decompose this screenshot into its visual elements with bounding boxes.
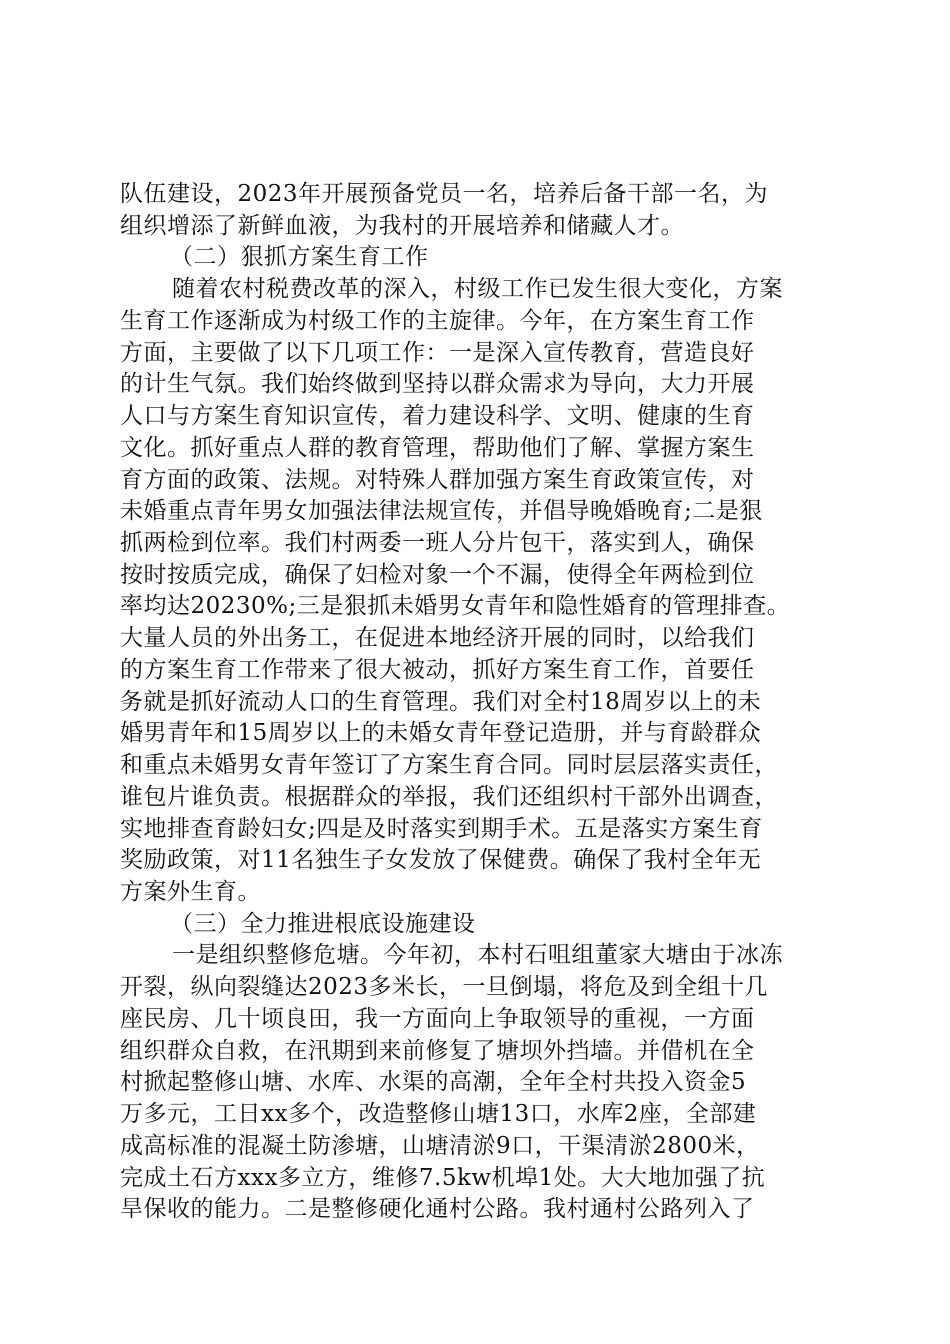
- text-line: 完成土石方xxx多立方，维修7.5kw机埠1处。大大地加强了抗: [120, 1165, 766, 1191]
- text-line: 育方面的政策、法规。对特殊人群加强方案生育政策宣传，对: [120, 467, 755, 493]
- text-line: 方面，主要做了以下几项工作：一是深入宣传教育，营造良好: [120, 340, 755, 366]
- text-line: 开裂，纵向裂缝达2023多米长，一旦倒塌，将危及到全组十几: [120, 974, 769, 1000]
- text-line: 务就是抓好流动人口的生育管理。我们对全村18周岁以上的未: [120, 689, 762, 715]
- text-line: 的方案生育工作带来了很大被动，抓好方案生育工作，首要任: [120, 657, 755, 683]
- text-line: 和重点未婚男女青年签订了方案生育合同。同时层层落实责任，: [120, 752, 778, 778]
- text-line: 的计生气氛。我们始终做到坚持以群众需求为导向，大力开展: [120, 371, 755, 397]
- text-line: 未婚重点青年男女加强法律法规宣传，并倡导晚婚晚育;二是狠: [120, 498, 763, 524]
- text-line: 随着农村税费改革的深入，村级工作已发生很大变化，方案: [172, 276, 783, 302]
- text-line: 成高标准的混凝土防渗塘，山塘清淤9口，干渠清淤2800米，: [120, 1133, 760, 1159]
- text-line: 旱保收的能力。二是整修硬化通村公路。我村通村公路列入了: [120, 1196, 755, 1222]
- text-line: 万多元，工日xx多个，改造整修山塘13口，水库2座，全部建: [120, 1101, 757, 1127]
- text-line: 婚男青年和15周岁以上的未婚女青年登记造册，并与育龄群众: [120, 720, 762, 746]
- text-line: 人口与方案生育知识宣传，着力建设科学、文明、健康的生育: [120, 403, 755, 429]
- text-line: 一是组织整修危塘。今年初，本村石咀组董家大塘由于冰冻: [172, 942, 783, 968]
- text-line: 按时按质完成，确保了妇检对象一个不漏，使得全年两检到位: [120, 562, 755, 588]
- text-line: 生育工作逐渐成为村级工作的主旋律。今年，在方案生育工作: [120, 308, 755, 334]
- text-line: 组织增添了新鲜血液，为我村的开展培养和储藏人才。: [120, 213, 684, 239]
- text-line: 抓两检到位率。我们村两委一班人分片包干，落实到人，确保: [120, 530, 755, 556]
- text-line: 实地排查育龄妇女;四是及时落实到期手术。五是落实方案生育: [120, 816, 763, 842]
- text-line: 谁包片谁负责。根据群众的举报，我们还组织村干部外出调查，: [120, 784, 778, 810]
- text-line: 队伍建设，2023年开展预备党员一名，培养后备干部一名，为: [120, 181, 769, 207]
- text-line: 组织群众自救，在汛期到来前修复了塘坝外挡墙。并借机在全: [120, 1038, 755, 1064]
- section-heading: （三）全力推进根底设施建设: [170, 911, 476, 937]
- text-line: 方案外生育。: [120, 879, 261, 905]
- text-line: 奖励政策，对11名独生子女发放了保健费。确保了我村全年无: [120, 847, 762, 873]
- text-line: 村掀起整修山塘、水库、水渠的高潮，全年全村共投入资金5: [120, 1069, 747, 1095]
- text-line: 文化。抓好重点人群的教育管理，帮助他们了解、掌握方案生: [120, 435, 755, 461]
- text-line: 率均达20230%;三是狠抓未婚男女青年和隐性婚育的管理排查。: [120, 593, 791, 619]
- text-line: 大量人员的外出务工，在促进本地经济开展的同时，以给我们: [120, 625, 755, 651]
- section-heading: （二）狠抓方案生育工作: [170, 244, 429, 270]
- text-line: 座民房、几十顷良田，我一方面向上争取领导的重视，一方面: [120, 1006, 755, 1032]
